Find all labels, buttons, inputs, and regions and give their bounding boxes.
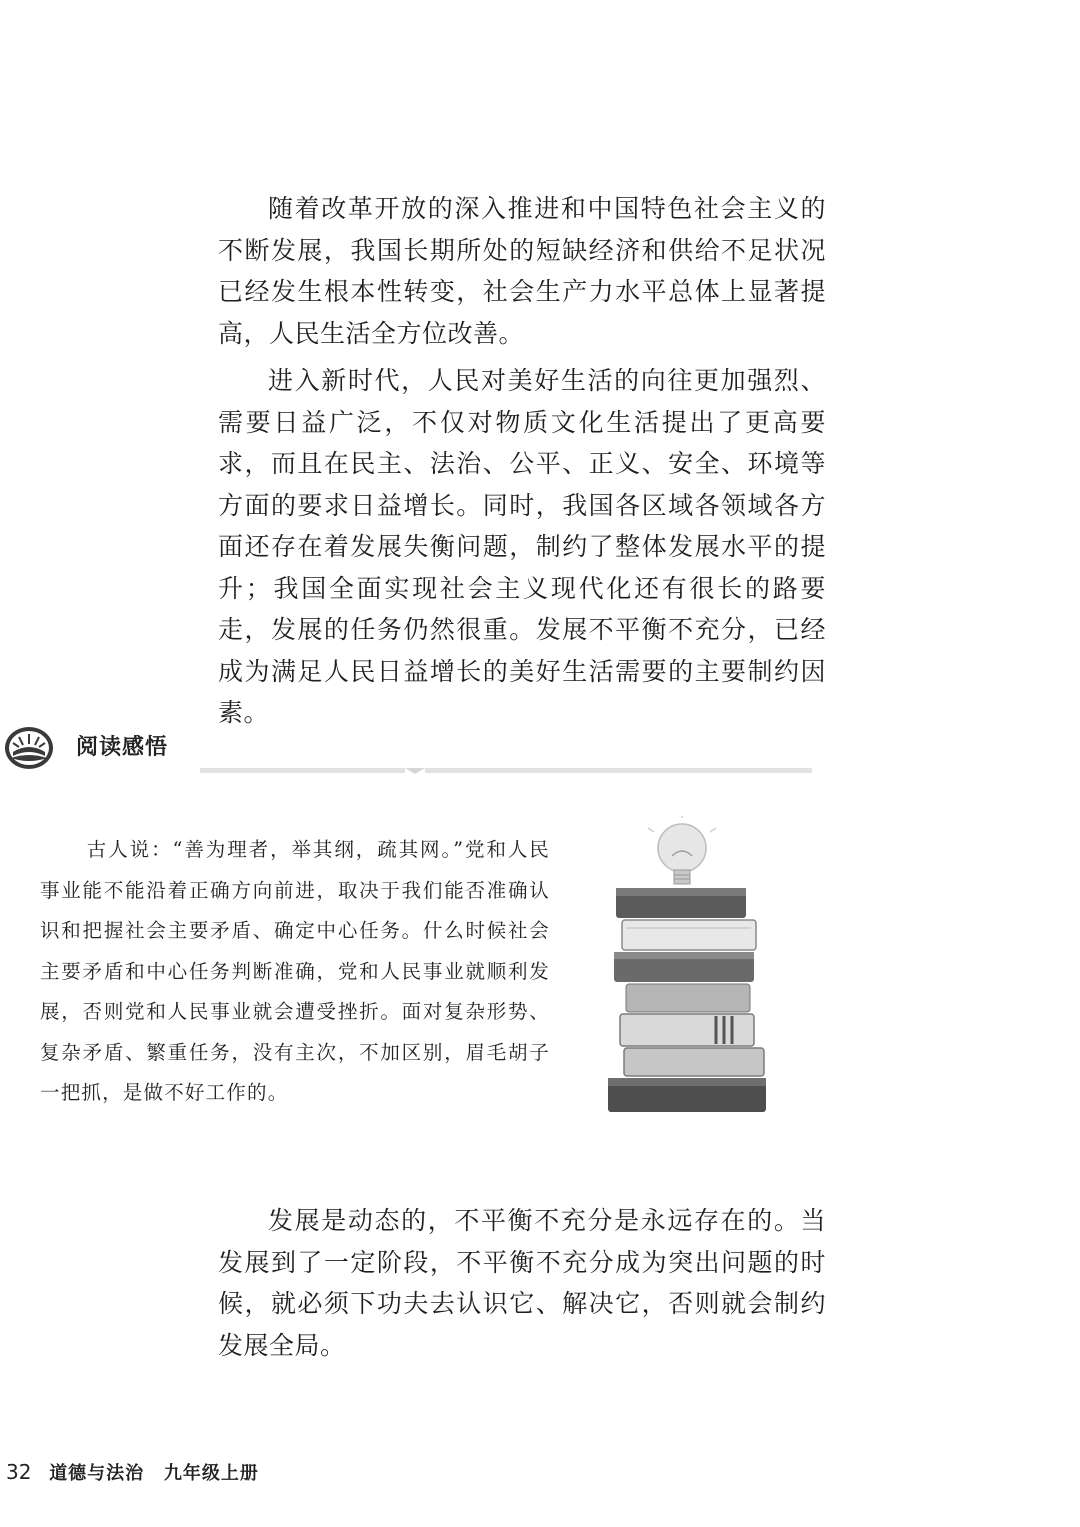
book-volume: 九年级上册 <box>163 1463 259 1484</box>
book-title: 道德与法治 <box>49 1463 145 1484</box>
body-paragraph-3: 发展是动态的，不平衡不充分是永远存在的。当发展到了一定阶段，不平衡不充分成为突出问题的时候，就必须下功夫去认识它、解决它，否则就会制约发展全局。 <box>218 1206 826 1360</box>
sunrise-book-icon <box>4 722 54 770</box>
reading-text: 古人说：“善为理者，举其纲，疏其网。”党和人民事业能不能沿着正确方向前进，取决于我们能否准确认识和把握社会主要矛盾、确定中心任务。什么时候社会主要矛盾和中心任务判断准确，党和人民事业就顺利发展，否则党和人民事业就会遭受挫折。面对复杂形势、复杂矛盾、繁重任务，没有主次，不加区别，眉毛胡子一把抓，是做不好工作的。 <box>40 838 550 1104</box>
page-footer <box>6 1459 259 1485</box>
section-divider <box>200 766 812 774</box>
body-paragraph-1: 随着改革开放的深入推进和中国特色社会主义的不断发展，我国长期所处的短缺经济和供给不足状况已经发生根本性转变，社会生产力水平总体上显著提高，人民生活全方位改善。 <box>218 194 826 348</box>
reading-section-title: 阅读感悟 <box>76 735 169 760</box>
stack-of-books-illustration <box>596 816 786 1116</box>
lightbulb-icon <box>648 816 716 884</box>
page-number: 32 <box>6 1460 32 1484</box>
body-paragraph-2: 进入新时代，人民对美好生活的向往更加强烈、需要日益广泛，不仅对物质文化生活提出了更高要求，而且在民主、法治、公平、正义、安全、环境等方面的要求日益增长。同时，我国各区域各领域各方面还存在着发展失衡问题，制约了整体发展水平的提升；我国全面实现社会主义现代化还有很长的路要走，发展的任务仍然很重。发展不平衡不充分，已经成为满足人民日益增长的美好生活需要的主要制约因素。 <box>218 366 826 727</box>
